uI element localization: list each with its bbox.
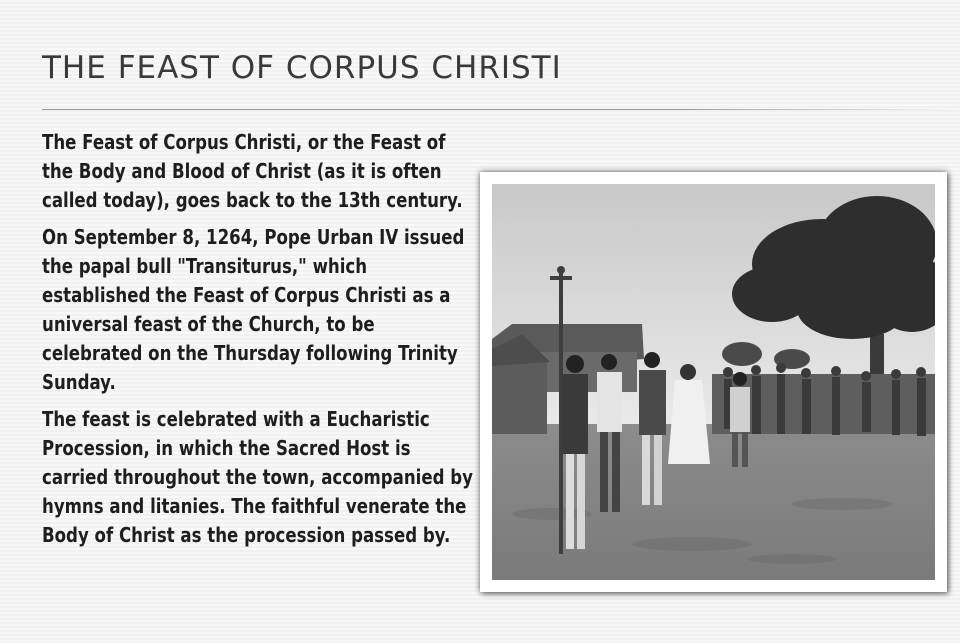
slide-title: THE FEAST OF CORPUS CHRISTI: [42, 50, 562, 86]
procession-photo-frame: [480, 172, 947, 592]
paragraph-history: The Feast of Corpus Christi, or the Feast of the Body and Blood of Christ (as it is often called today), goes back to the 13th century.: [42, 130, 463, 212]
procession-photo: [492, 184, 935, 580]
paragraph-procession: The feast is celebrated with a Eucharistic Procession, in which the Sacred Host is carried throughout the town, accompanied by hymns and litanies. The faithful venerate the Body of Christ as the procession passed by.: [42, 407, 474, 547]
body-text: [42, 128, 477, 558]
paragraph-papal-bull: On September 8, 1264, Pope Urban IV issued the papal bull "Transiturus," which established the Feast of Corpus Christi as a universal feast of the Church, to be celebrated on the Thursday following Trinity Sunday.: [42, 225, 465, 394]
title-divider: [42, 109, 960, 110]
